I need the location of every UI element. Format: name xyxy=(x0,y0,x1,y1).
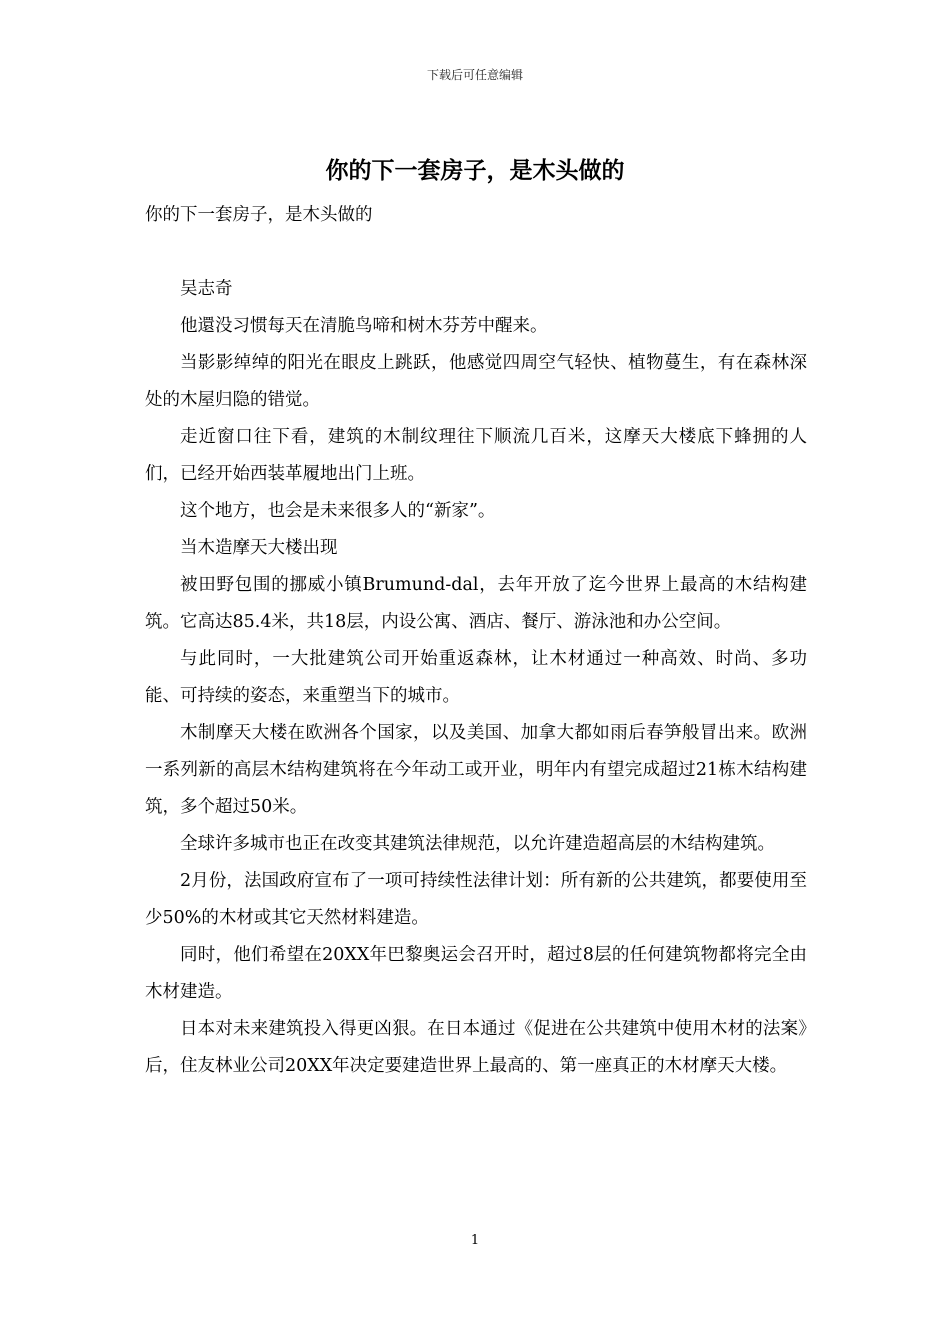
author-line: 吴志奇 xyxy=(180,279,233,299)
paragraph: 他還没习惯每天在清脆鸟啼和树木芬芳中醒来。 xyxy=(180,316,548,336)
paragraph: 2月份，法国政府宣布了一项可持续性法律计划：所有新的公共建筑，都要使用至少50%的木材或其它天然材料建造。 xyxy=(145,871,807,928)
paragraph: 走近窗口往下看，建筑的木制纹理往下顺流几百米，这摩天大楼底下蜂拥的人们，已经开始西装革履地出门上班。 xyxy=(145,427,807,484)
section-heading: 当木造摩天大楼出现 xyxy=(180,538,338,558)
paragraph: 被田野包围的挪威小镇Brumund-dal，去年开放了迄今世界上最高的木结构建筑。它高达85.4米，共18层，内设公寓、酒店、餐厅、游泳池和办公空间。 xyxy=(145,575,807,632)
paragraph: 日本对未来建筑投入得更凶狠。在日本通过《促进在公共建筑中使用木材的法案》后，住友林业公司20XX年决定要建造世界上最高的、第一座真正的木材摩天大楼。 xyxy=(145,1019,807,1076)
blank-line xyxy=(145,234,807,271)
subtitle-line: 你的下一套房子，是木头做的 xyxy=(145,205,373,225)
header-note: 下载后可任意编辑 xyxy=(426,68,523,82)
paragraph: 木制摩天大楼在欧洲各个国家，以及美国、加拿大都如雨后春笋般冒出来。欧洲一系列新的高层木结构建筑将在今年动工或开业，明年内有望完成超过21栋木结构建筑，多个超过50米。 xyxy=(145,723,807,817)
paragraph: 当影影绰绰的阳光在眼皮上跳跃，他感觉四周空气轻快、植物蔓生，有在森林深处的木屋归隐的错觉。 xyxy=(145,353,807,410)
page-number: 1 xyxy=(470,1233,480,1248)
paragraph: 全球许多城市也正在改变其建筑法律规范，以允许建造超高层的木结构建筑。 xyxy=(180,834,775,854)
paragraph: 同时，他们希望在20XX年巴黎奥运会召开时，超过8层的任何建筑物都将完全由木材建造。 xyxy=(145,945,807,1002)
document-body xyxy=(145,197,807,1085)
paragraph: 这个地方，也会是未来很多人的“新家”。 xyxy=(180,501,496,521)
paragraph: 与此同时，一大批建筑公司开始重返森林，让木材通过一种高效、时尚、多功能、可持续的姿态，来重塑当下的城市。 xyxy=(145,649,807,706)
document-title: 你的下一套房子，是木头做的 xyxy=(325,157,625,184)
